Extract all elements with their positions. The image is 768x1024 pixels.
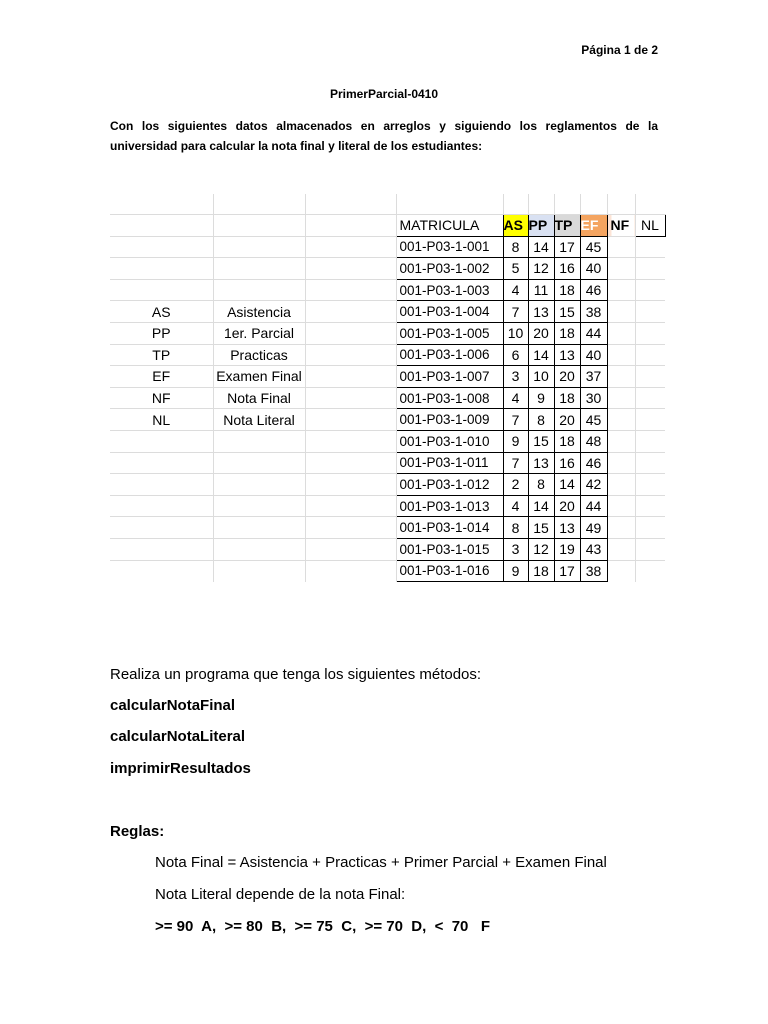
table-cell bbox=[635, 387, 665, 409]
score-cell: 14 bbox=[528, 344, 554, 366]
table-cell bbox=[635, 258, 665, 280]
legend-label: Examen Final bbox=[213, 366, 305, 388]
table-cell bbox=[635, 236, 665, 258]
table-header-row bbox=[110, 215, 665, 237]
score-cell: 46 bbox=[580, 279, 607, 301]
table-row bbox=[110, 236, 665, 258]
legend-label: Practicas bbox=[213, 344, 305, 366]
score-cell: 4 bbox=[503, 387, 528, 409]
table-cell bbox=[635, 538, 665, 560]
score-cell: 16 bbox=[554, 452, 580, 474]
table-cell bbox=[554, 194, 580, 215]
table-cell bbox=[528, 194, 554, 215]
score-cell: 30 bbox=[580, 387, 607, 409]
table-cell bbox=[607, 474, 635, 496]
table-cell bbox=[607, 344, 635, 366]
score-cell: 16 bbox=[554, 258, 580, 280]
table-cell bbox=[635, 495, 665, 517]
table-cell bbox=[305, 366, 396, 388]
table-cell bbox=[305, 430, 396, 452]
legend-label: Nota Literal bbox=[213, 409, 305, 431]
column-header: TP bbox=[554, 215, 580, 237]
score-cell: 12 bbox=[528, 258, 554, 280]
table-cell bbox=[110, 236, 213, 258]
matricula-cell: 001-P03-1-009 bbox=[396, 409, 503, 431]
score-cell: 48 bbox=[580, 430, 607, 452]
table-cell bbox=[305, 215, 396, 237]
table-cell bbox=[607, 495, 635, 517]
table-row bbox=[110, 560, 665, 582]
score-cell: 13 bbox=[528, 452, 554, 474]
score-cell: 7 bbox=[503, 301, 528, 323]
table-cell bbox=[503, 194, 528, 215]
matricula-cell: 001-P03-1-005 bbox=[396, 322, 503, 344]
score-cell: 7 bbox=[503, 409, 528, 431]
legend-abbr: NF bbox=[110, 387, 213, 409]
legend-label: Asistencia bbox=[213, 301, 305, 323]
table-row bbox=[110, 322, 665, 344]
table-cell bbox=[110, 279, 213, 301]
score-cell: 40 bbox=[580, 258, 607, 280]
legend-label: 1er. Parcial bbox=[213, 322, 305, 344]
matricula-cell: 001-P03-1-004 bbox=[396, 301, 503, 323]
table-cell bbox=[305, 322, 396, 344]
score-cell: 4 bbox=[503, 495, 528, 517]
column-header: EF bbox=[580, 215, 607, 237]
matricula-cell: 001-P03-1-014 bbox=[396, 517, 503, 539]
table-cell bbox=[110, 495, 213, 517]
score-cell: 17 bbox=[554, 560, 580, 582]
score-cell: 38 bbox=[580, 560, 607, 582]
score-cell: 14 bbox=[528, 236, 554, 258]
score-cell: 46 bbox=[580, 452, 607, 474]
legend-label: Nota Final bbox=[213, 387, 305, 409]
table-cell bbox=[607, 301, 635, 323]
table-cell bbox=[213, 495, 305, 517]
score-cell: 8 bbox=[528, 474, 554, 496]
rule-nota-final: Nota Final = Asistencia + Practicas + Primer Parcial + Examen Final bbox=[155, 854, 607, 871]
table-cell bbox=[305, 495, 396, 517]
table-cell bbox=[607, 387, 635, 409]
score-cell: 4 bbox=[503, 279, 528, 301]
table-cell bbox=[110, 474, 213, 496]
table-cell bbox=[213, 279, 305, 301]
table-row bbox=[110, 258, 665, 280]
table-cell bbox=[635, 452, 665, 474]
column-header: MATRICULA bbox=[396, 215, 503, 237]
matricula-cell: 001-P03-1-012 bbox=[396, 474, 503, 496]
table-cell bbox=[110, 560, 213, 582]
table-cell bbox=[635, 560, 665, 582]
table-cell bbox=[635, 409, 665, 431]
table-cell bbox=[305, 452, 396, 474]
table-cell bbox=[305, 279, 396, 301]
score-cell: 2 bbox=[503, 474, 528, 496]
table-cell bbox=[635, 430, 665, 452]
score-cell: 3 bbox=[503, 366, 528, 388]
score-cell: 13 bbox=[528, 301, 554, 323]
spreadsheet-area bbox=[110, 194, 670, 586]
score-cell: 12 bbox=[528, 538, 554, 560]
table-cell bbox=[305, 236, 396, 258]
score-cell: 37 bbox=[580, 366, 607, 388]
score-cell: 20 bbox=[554, 366, 580, 388]
score-cell: 45 bbox=[580, 236, 607, 258]
table-row bbox=[110, 279, 665, 301]
table-cell bbox=[213, 538, 305, 560]
table-cell bbox=[305, 387, 396, 409]
score-cell: 18 bbox=[528, 560, 554, 582]
score-cell: 14 bbox=[528, 495, 554, 517]
table-cell bbox=[213, 430, 305, 452]
rule-nota-literal: Nota Literal depende de la nota Final: bbox=[155, 886, 406, 903]
score-cell: 20 bbox=[554, 495, 580, 517]
score-cell: 15 bbox=[528, 517, 554, 539]
document-title: PrimerParcial-0410 bbox=[329, 87, 439, 101]
score-cell: 14 bbox=[554, 474, 580, 496]
matricula-cell: 001-P03-1-003 bbox=[396, 279, 503, 301]
table-cell bbox=[110, 194, 213, 215]
score-cell: 9 bbox=[528, 387, 554, 409]
table-row bbox=[110, 344, 665, 366]
matricula-cell: 001-P03-1-016 bbox=[396, 560, 503, 582]
score-cell: 8 bbox=[528, 409, 554, 431]
score-cell: 8 bbox=[503, 517, 528, 539]
score-cell: 44 bbox=[580, 495, 607, 517]
score-cell: 44 bbox=[580, 322, 607, 344]
method-calcular-nota-final: calcularNotaFinal bbox=[110, 697, 236, 714]
table-cell bbox=[213, 194, 305, 215]
table-cell bbox=[635, 279, 665, 301]
table-cell bbox=[635, 344, 665, 366]
table-cell bbox=[607, 322, 635, 344]
table-cell bbox=[213, 517, 305, 539]
score-cell: 18 bbox=[554, 279, 580, 301]
table-row bbox=[110, 452, 665, 474]
score-cell: 18 bbox=[554, 430, 580, 452]
legend-abbr: AS bbox=[110, 301, 213, 323]
score-cell: 18 bbox=[554, 322, 580, 344]
table-cell bbox=[305, 560, 396, 582]
table-cell bbox=[305, 538, 396, 560]
table-cell bbox=[607, 452, 635, 474]
table-row bbox=[110, 194, 665, 215]
table-cell bbox=[607, 194, 635, 215]
table-cell bbox=[635, 517, 665, 539]
table-cell bbox=[110, 517, 213, 539]
table-cell bbox=[305, 474, 396, 496]
table-cell bbox=[607, 409, 635, 431]
method-imprimir-resultados: imprimirResultados bbox=[110, 760, 251, 777]
table-cell bbox=[305, 258, 396, 280]
table-cell bbox=[635, 474, 665, 496]
methods-prompt: Realiza un programa que tenga los siguientes métodos: bbox=[110, 666, 482, 683]
table-cell bbox=[635, 366, 665, 388]
matricula-cell: 001-P03-1-006 bbox=[396, 344, 503, 366]
table-cell bbox=[396, 194, 503, 215]
table-cell bbox=[213, 236, 305, 258]
score-cell: 9 bbox=[503, 430, 528, 452]
score-cell: 6 bbox=[503, 344, 528, 366]
matricula-cell: 001-P03-1-010 bbox=[396, 430, 503, 452]
matricula-cell: 001-P03-1-013 bbox=[396, 495, 503, 517]
table-row bbox=[110, 409, 665, 431]
rules-heading: Reglas: bbox=[110, 823, 165, 840]
table-cell bbox=[110, 215, 213, 237]
column-header: AS bbox=[503, 215, 528, 237]
table-cell bbox=[305, 301, 396, 323]
column-header: PP bbox=[528, 215, 554, 237]
table-cell bbox=[110, 430, 213, 452]
score-cell: 19 bbox=[554, 538, 580, 560]
score-cell: 10 bbox=[528, 366, 554, 388]
column-header: NF bbox=[607, 215, 635, 237]
table-row bbox=[110, 517, 665, 539]
table-cell bbox=[607, 430, 635, 452]
table-row bbox=[110, 301, 665, 323]
legend-abbr: EF bbox=[110, 366, 213, 388]
table-cell bbox=[213, 215, 305, 237]
score-cell: 13 bbox=[554, 517, 580, 539]
score-cell: 42 bbox=[580, 474, 607, 496]
score-cell: 8 bbox=[503, 236, 528, 258]
score-cell: 7 bbox=[503, 452, 528, 474]
table-cell bbox=[580, 194, 607, 215]
score-cell: 38 bbox=[580, 301, 607, 323]
table-cell bbox=[607, 560, 635, 582]
method-calcular-nota-literal: calcularNotaLiteral bbox=[110, 728, 246, 745]
page-number: Página 1 de 2 bbox=[581, 43, 658, 57]
score-cell: 11 bbox=[528, 279, 554, 301]
table-cell bbox=[607, 517, 635, 539]
matricula-cell: 001-P03-1-015 bbox=[396, 538, 503, 560]
matricula-cell: 001-P03-1-002 bbox=[396, 258, 503, 280]
score-cell: 43 bbox=[580, 538, 607, 560]
column-header: NL bbox=[635, 215, 665, 237]
matricula-cell: 001-P03-1-008 bbox=[396, 387, 503, 409]
score-cell: 45 bbox=[580, 409, 607, 431]
legend-abbr: PP bbox=[110, 322, 213, 344]
score-cell: 15 bbox=[554, 301, 580, 323]
table-cell bbox=[607, 538, 635, 560]
table-row bbox=[110, 366, 665, 388]
intro-paragraph: Con los siguientes datos almacenados en arreglos y siguiendo los reglamentos de la universidad para calcular la nota final y literal de los estudiantes: bbox=[110, 119, 658, 153]
table-cell bbox=[110, 538, 213, 560]
table-cell bbox=[110, 452, 213, 474]
table-cell bbox=[305, 344, 396, 366]
matricula-cell: 001-P03-1-001 bbox=[396, 236, 503, 258]
score-cell: 20 bbox=[554, 409, 580, 431]
legend-abbr: TP bbox=[110, 344, 213, 366]
score-cell: 13 bbox=[554, 344, 580, 366]
table-cell bbox=[305, 409, 396, 431]
table-cell bbox=[213, 452, 305, 474]
table-row bbox=[110, 474, 665, 496]
matricula-cell: 001-P03-1-007 bbox=[396, 366, 503, 388]
table-cell bbox=[110, 258, 213, 280]
score-cell: 9 bbox=[503, 560, 528, 582]
table-cell bbox=[607, 279, 635, 301]
score-cell: 10 bbox=[503, 322, 528, 344]
grades-table bbox=[110, 194, 666, 582]
score-cell: 49 bbox=[580, 517, 607, 539]
rule-grade-thresholds: >= 90 A, >= 80 B, >= 75 C, >= 70 D, < 70 F bbox=[155, 918, 491, 935]
table-cell bbox=[607, 236, 635, 258]
score-cell: 5 bbox=[503, 258, 528, 280]
table-cell bbox=[213, 474, 305, 496]
table-cell bbox=[635, 322, 665, 344]
table-cell bbox=[213, 560, 305, 582]
score-cell: 3 bbox=[503, 538, 528, 560]
table-cell bbox=[305, 194, 396, 215]
score-cell: 15 bbox=[528, 430, 554, 452]
table-cell bbox=[635, 194, 665, 215]
table-cell bbox=[213, 258, 305, 280]
score-cell: 20 bbox=[528, 322, 554, 344]
table-row bbox=[110, 538, 665, 560]
score-cell: 40 bbox=[580, 344, 607, 366]
table-row bbox=[110, 387, 665, 409]
legend-abbr: NL bbox=[110, 409, 213, 431]
table-cell bbox=[607, 258, 635, 280]
table-row bbox=[110, 430, 665, 452]
table-cell bbox=[607, 366, 635, 388]
matricula-cell: 001-P03-1-011 bbox=[396, 452, 503, 474]
table-row bbox=[110, 495, 665, 517]
score-cell: 18 bbox=[554, 387, 580, 409]
table-cell bbox=[305, 517, 396, 539]
score-cell: 17 bbox=[554, 236, 580, 258]
table-cell bbox=[635, 301, 665, 323]
